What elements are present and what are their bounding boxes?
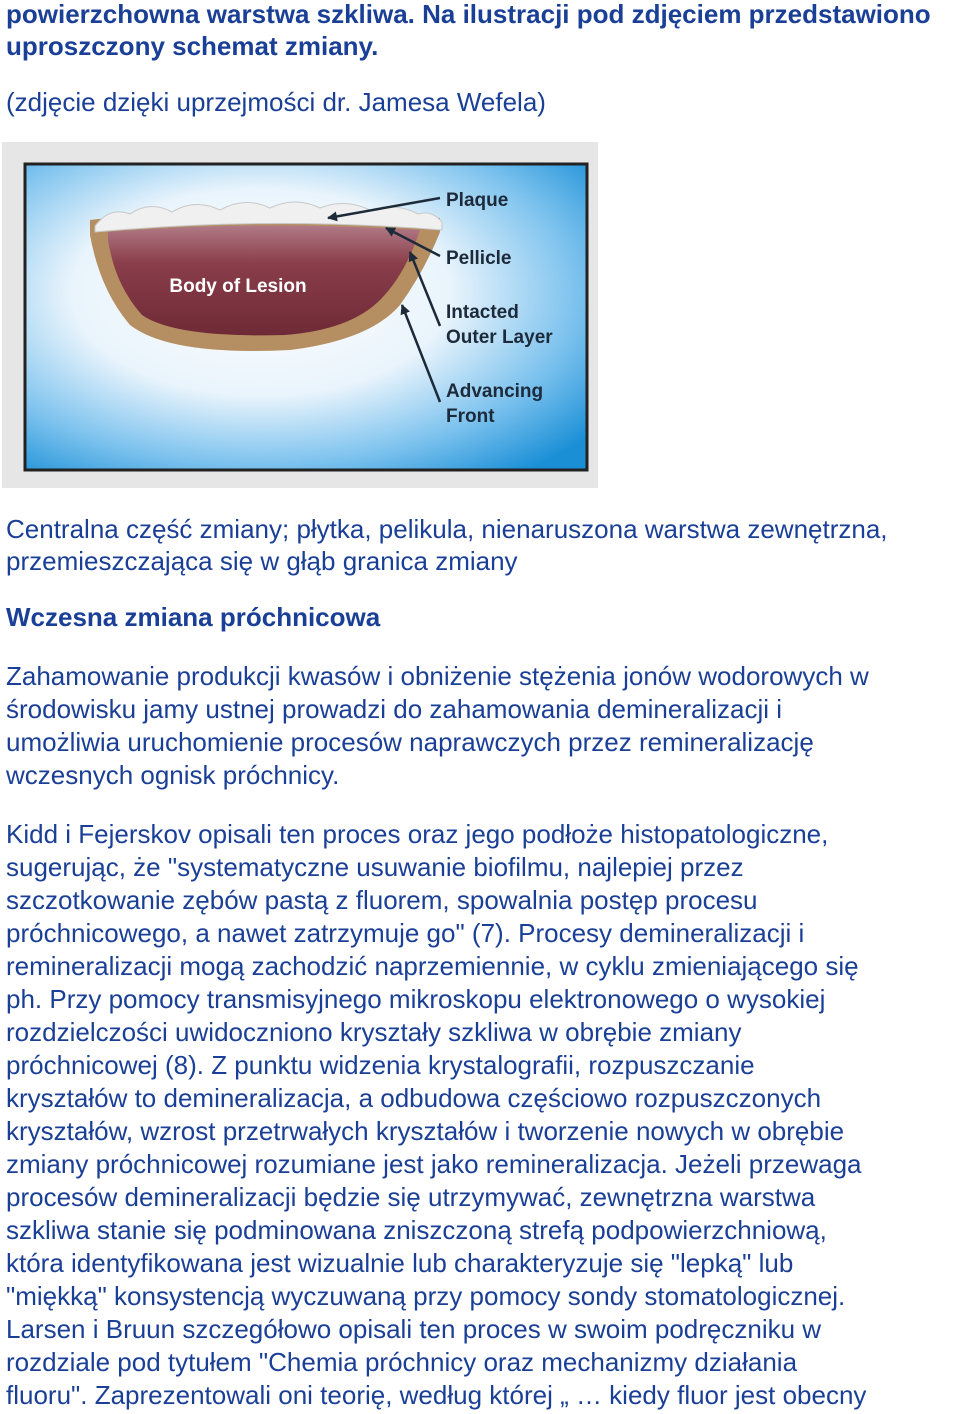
intro-line-2: uproszczony schemat zmiany. (6, 31, 379, 61)
lesion-diagram-svg (0, 140, 600, 490)
para1-line-4: wczesnych ognisk próchnicy. (6, 760, 340, 790)
para2-line-2: sugerując, że "systematyczne usuwanie biofilmu, najlepiej przez (6, 852, 744, 882)
para2-line-18: fluoru". Zaprezentowali oni teorię, według której „ … kiedy fluor jest obecny (6, 1380, 867, 1410)
para2-line-10: kryształów, wzrost przetrwałych kryształów i tworzenie nowych w obrębie (6, 1116, 845, 1146)
photo-credit: (zdjęcie dzięki uprzejmości dr. Jamesa Wefela) (6, 87, 546, 117)
para2-line-12: procesów demineralizacji będzie się utrzymywać, zewnętrzna warstwa (6, 1182, 816, 1212)
lesion-label: Body of Lesion (169, 276, 307, 297)
label-plaque: Plaque (446, 190, 509, 211)
label-front-1: Advancing (446, 381, 544, 402)
para2-line-9: kryształów to demineralizacja, a odbudowa częściowo rozpuszczonych (6, 1083, 822, 1113)
intro-line-1: powierzchowna warstwa szkliwa. Na ilustracji pod zdjęciem przedstawiono (6, 0, 931, 29)
caption-line-2: przemieszczająca się w głąb granica zmiany (6, 546, 518, 576)
label-front-2: Front (446, 406, 495, 427)
para2-line-3: szczotkowanie zębów pastą z fluorem, spowalnia postęp procesu (6, 885, 758, 915)
label-intact-1: Intacted (446, 302, 519, 323)
para2-line-4: próchnicowego, a nawet zatrzymuje go" (7). Procesy demineralizacji i (6, 918, 805, 948)
para1-line-1: Zahamowanie produkcji kwasów i obniżenie stężenia jonów wodorowych w (6, 661, 869, 691)
para2-line-1: Kidd i Fejerskov opisali ten proces oraz jego podłoże histopatologiczne, (6, 819, 829, 849)
para2-line-14: która identyfikowana jest wizualnie lub charakteryzuje się "lepką" lub (6, 1248, 794, 1278)
para1-line-3: umożliwia uruchomienie procesów naprawczych przez remineralizację (6, 727, 814, 757)
para2-line-8: próchnicowej (8). Z punktu widzenia krystalografii, rozpuszczanie (6, 1050, 755, 1080)
para2-line-6: ph. Przy pomocy transmisyjnego mikroskopu elektronowego o wysokiej (6, 984, 826, 1014)
lesion-diagram (0, 140, 600, 490)
para2-line-16: Larsen i Bruun szczegółowo opisali ten proces w swoim podręczniku w (6, 1314, 822, 1344)
para2-line-15: "miękką" konsystencją wyczuwaną przy pomocy sondy stomatologicznej. (6, 1281, 846, 1311)
para2-line-17: rozdziale pod tytułem "Chemia próchnicy oraz mechanizmy działania (6, 1347, 798, 1377)
section-heading: Wczesna zmiana próchnicowa (6, 602, 381, 632)
para1-line-2: środowisku jamy ustnej prowadzi do zahamowania demineralizacji i (6, 694, 783, 724)
para2-line-11: zmiany próchnicowej rozumiane jest jako remineralizacja. Jeżeli przewaga (6, 1149, 862, 1179)
label-intact-2: Outer Layer (446, 327, 553, 348)
para2-line-7: rozdzielczości uwidoczniono kryształy szkliwa w obrębie zmiany (6, 1017, 742, 1047)
para2-line-13: szkliwa stanie się podminowana zniszczoną strefą podpowierzchniową, (6, 1215, 827, 1245)
caption-line-1: Centralna część zmiany; płytka, pelikula, nienaruszona warstwa zewnętrzna, (6, 514, 888, 544)
label-pellicle: Pellicle (446, 248, 512, 269)
para2-line-5: remineralizacji mogą zachodzić naprzemiennie, w cyklu zmieniającego się (6, 951, 859, 981)
